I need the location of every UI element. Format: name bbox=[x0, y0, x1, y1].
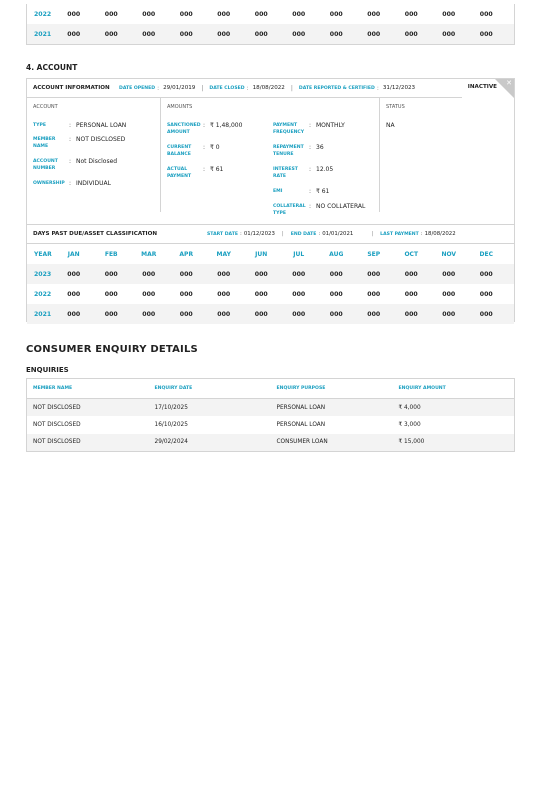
dpd-value-cell: 000 bbox=[292, 290, 306, 298]
dpd-value-cell: 000 bbox=[179, 30, 193, 38]
status-badge bbox=[462, 79, 514, 98]
ownership-label: OWNERSHIP bbox=[33, 181, 65, 186]
account-number-label: ACCOUNT NUMBER bbox=[33, 159, 58, 171]
month-header: DEC bbox=[479, 250, 493, 258]
month-header: JUN bbox=[255, 250, 268, 258]
dpd-value-cell: 000 bbox=[479, 310, 493, 318]
account-info-title: ACCOUNT INFORMATION bbox=[33, 85, 110, 91]
table-row bbox=[27, 24, 514, 44]
table-row bbox=[27, 4, 514, 24]
ownership-value: INDIVIDUAL bbox=[76, 180, 111, 187]
dpd-value-cell: 000 bbox=[442, 10, 456, 18]
ownership-field: OWNERSHIP : INDIVIDUAL bbox=[33, 180, 111, 187]
last-payment-value: 18/08/2022 bbox=[424, 231, 456, 237]
dpd-value-cell: 000 bbox=[404, 30, 418, 38]
dpd-value-cell: 000 bbox=[479, 270, 493, 278]
enquiry-amount-cell: ₹ 4,000 bbox=[393, 399, 515, 417]
status-column-title: STATUS bbox=[386, 104, 405, 110]
emi-field: EMI : ₹ 61 bbox=[273, 188, 330, 195]
dpd-value-cell: 000 bbox=[329, 270, 343, 278]
month-header: JUL bbox=[293, 250, 305, 258]
month-header: AUG bbox=[329, 250, 344, 258]
dpd-value-cell: 000 bbox=[479, 10, 493, 18]
date-opened-value: 29/01/2019 bbox=[163, 85, 196, 91]
dpd-value-cell: 000 bbox=[404, 10, 418, 18]
account-card bbox=[26, 78, 515, 322]
enquiry-title: CONSUMER ENQUIRY DETAILS bbox=[26, 344, 198, 355]
sanctioned-value: ₹ 1,48,000 bbox=[210, 122, 243, 129]
dpd-value-cell: 000 bbox=[367, 290, 381, 298]
dpd-value-cell: 000 bbox=[367, 310, 381, 318]
dpd-value-cell: 000 bbox=[254, 310, 268, 318]
member-name-cell: NOT DISCLOSED bbox=[27, 434, 149, 452]
enquiry-date-cell: 17/10/2025 bbox=[149, 399, 271, 417]
amounts-column bbox=[161, 98, 380, 216]
dpd-value-cell: 000 bbox=[142, 10, 156, 18]
dpd-value-cell: 000 bbox=[104, 10, 118, 18]
status-column bbox=[380, 98, 515, 212]
emi-label: EMI bbox=[273, 189, 283, 194]
enquiry-purpose-cell: CONSUMER LOAN bbox=[271, 434, 393, 452]
type-field: TYPE : PERSONAL LOAN bbox=[33, 122, 127, 129]
tenure-value: 36 bbox=[316, 144, 324, 151]
type-value: PERSONAL LOAN bbox=[76, 122, 127, 129]
dpd-value-cell: 000 bbox=[142, 270, 156, 278]
start-date-value: 01/12/2023 bbox=[243, 231, 275, 237]
dpd-value-cell: 000 bbox=[329, 310, 343, 318]
date-closed-label: DATE CLOSED bbox=[209, 85, 245, 91]
dpd-value-cell: 000 bbox=[67, 10, 81, 18]
sanctioned-label: SANCTIONED AMOUNT bbox=[167, 123, 201, 135]
enquiry-header-row bbox=[27, 379, 515, 399]
enquiry-date-cell: 16/10/2025 bbox=[154, 421, 188, 428]
dpd-value-cell: 000 bbox=[67, 30, 81, 38]
year-cell: 2022 bbox=[34, 290, 52, 298]
dpd-value-cell: 000 bbox=[254, 10, 268, 18]
collateral-field: COLLATERAL TYPE : NO COLLATERAL bbox=[273, 203, 366, 216]
dpd-value-cell: 000 bbox=[179, 310, 193, 318]
date-opened-label: DATE OPENED bbox=[119, 85, 156, 91]
dpd-value-cell: 000 bbox=[404, 310, 418, 318]
dpd-value-cell: 000 bbox=[104, 290, 118, 298]
frequency-field: PAYMENT FREQUENCY : MONTHLY bbox=[273, 122, 345, 135]
dpd-value-cell: 000 bbox=[442, 270, 456, 278]
month-header: NOV bbox=[441, 250, 457, 258]
top-dpd-table bbox=[26, 4, 515, 45]
dpd-value-cell: 000 bbox=[104, 270, 118, 278]
member-label: MEMBER NAME bbox=[33, 137, 56, 149]
dpd-value-cell: 000 bbox=[367, 270, 381, 278]
dpd-value-cell: 000 bbox=[67, 270, 81, 278]
month-header: APR bbox=[179, 250, 194, 258]
table-row bbox=[27, 304, 514, 324]
close-icon[interactable]: ✕ bbox=[506, 79, 512, 87]
status-value: NA bbox=[386, 122, 395, 129]
account-number-value: Not Disclosed bbox=[76, 158, 118, 165]
type-label: TYPE bbox=[33, 123, 46, 128]
tenure-label: REPAYMENT TENURE bbox=[273, 145, 304, 157]
enquiry-amount-header: ENQUIRY AMOUNT bbox=[393, 379, 515, 399]
dpd-value-cell: 000 bbox=[329, 290, 343, 298]
member-name-header: MEMBER NAME bbox=[27, 379, 149, 399]
dpd-value-cell: 000 bbox=[254, 30, 268, 38]
dpd-value-cell: 000 bbox=[329, 10, 343, 18]
actual-payment-label: ACTUAL PAYMENT bbox=[167, 167, 192, 179]
dpd-value-cell: 000 bbox=[292, 270, 306, 278]
current-balance-label: CURRENT BALANCE bbox=[167, 145, 192, 157]
dpd-header: DAYS PAST DUE/ASSET CLASSIFICATION START DATE : 01/12/2023 | END DATE : 01/01/2021 | LAST PAYMENT : 18/08/2022 bbox=[27, 224, 514, 244]
inactive-label: INACTIVE bbox=[467, 84, 497, 90]
dpd-value-cell: 000 bbox=[479, 290, 493, 298]
dpd-value-cell: 000 bbox=[479, 30, 493, 38]
year-cell: 2021 bbox=[34, 30, 52, 38]
collateral-value: NO COLLATERAL bbox=[316, 203, 366, 210]
enquiry-date-cell: 29/02/2024 bbox=[149, 434, 271, 452]
end-date-label: END DATE bbox=[290, 231, 317, 237]
account-column bbox=[27, 98, 161, 212]
dpd-grid bbox=[27, 244, 514, 324]
table-row bbox=[27, 399, 515, 417]
dpd-value-cell: 000 bbox=[217, 310, 231, 318]
month-header: MAY bbox=[216, 250, 231, 258]
month-header: MAR bbox=[141, 250, 157, 258]
dpd-value-cell: 000 bbox=[67, 310, 81, 318]
dpd-value-cell: 000 bbox=[292, 10, 306, 18]
dpd-value-cell: 000 bbox=[254, 290, 268, 298]
collateral-label: COLLATERAL TYPE bbox=[273, 204, 306, 216]
date-reported-label: DATE REPORTED & CERTIFIED bbox=[298, 85, 375, 91]
tenure-field: REPAYMENT TENURE : 36 bbox=[273, 144, 324, 157]
account-column-title: ACCOUNT bbox=[33, 104, 58, 110]
section-title: 4. ACCOUNT bbox=[26, 63, 78, 72]
dpd-value-cell: 000 bbox=[179, 290, 193, 298]
year-header: YEAR bbox=[34, 250, 52, 258]
dpd-value-cell: 000 bbox=[104, 310, 118, 318]
enquiry-table bbox=[26, 378, 515, 452]
table-row bbox=[27, 434, 515, 452]
member-name-cell: NOT DISCLOSED bbox=[27, 399, 149, 417]
frequency-label: PAYMENT FREQUENCY bbox=[273, 123, 305, 135]
enquiry-amount-cell: ₹ 15,000 bbox=[393, 434, 515, 452]
sanctioned-field: SANCTIONED AMOUNT : ₹ 1,48,000 bbox=[167, 122, 243, 135]
emi-value: ₹ 61 bbox=[316, 188, 330, 195]
current-balance-field: CURRENT BALANCE : ₹ 0 bbox=[167, 144, 220, 157]
account-number-field: ACCOUNT NUMBER : Not Disclosed bbox=[33, 158, 118, 171]
actual-payment-field: ACTUAL PAYMENT : ₹ 61 bbox=[167, 166, 224, 179]
year-cell: 2021 bbox=[34, 310, 52, 318]
month-header: OCT bbox=[404, 250, 419, 258]
month-header: SEP bbox=[367, 250, 381, 258]
actual-payment-value: ₹ 61 bbox=[210, 166, 224, 173]
dpd-value-cell: 000 bbox=[104, 30, 118, 38]
dpd-value-cell: 000 bbox=[442, 310, 456, 318]
end-date-value: 01/01/2021 bbox=[322, 231, 354, 237]
interest-rate-label: INTEREST RATE bbox=[273, 167, 298, 179]
year-cell: 2022 bbox=[34, 10, 52, 18]
dpd-value-cell: 000 bbox=[442, 290, 456, 298]
month-header: JAN bbox=[67, 250, 80, 258]
table-row bbox=[27, 416, 515, 434]
year-cell: 2023 bbox=[34, 270, 52, 278]
dpd-value-cell: 000 bbox=[217, 30, 231, 38]
account-info-header: ACCOUNT INFORMATION DATE OPENED : 29/01/2019 | DATE CLOSED : 18/08/2022 | DATE REPORTED & CERTIFIED : 31/12/2023 bbox=[27, 79, 514, 98]
table-row bbox=[27, 264, 514, 284]
dpd-title: DAYS PAST DUE/ASSET CLASSIFICATION bbox=[33, 231, 158, 237]
member-value: NOT DISCLOSED bbox=[76, 136, 126, 143]
date-reported-value: 31/12/2023 bbox=[382, 85, 416, 91]
dpd-value-cell: 000 bbox=[142, 310, 156, 318]
dpd-value-cell: 000 bbox=[329, 30, 343, 38]
dpd-value-cell: 000 bbox=[217, 290, 231, 298]
dpd-value-cell: 000 bbox=[367, 30, 381, 38]
start-date-label: START DATE bbox=[207, 231, 238, 237]
enquiry-subtitle: ENQUIRIES bbox=[26, 366, 69, 374]
dpd-value-cell: 000 bbox=[179, 10, 193, 18]
dpd-value-cell: 000 bbox=[442, 30, 456, 38]
dpd-value-cell: 000 bbox=[179, 270, 193, 278]
dpd-value-cell: 000 bbox=[404, 290, 418, 298]
enquiry-purpose-cell: PERSONAL LOAN bbox=[271, 399, 393, 417]
dpd-value-cell: 000 bbox=[292, 30, 306, 38]
member-name-cell: NOT DISCLOSED bbox=[33, 421, 81, 428]
dpd-value-cell: 000 bbox=[67, 290, 81, 298]
current-balance-value: ₹ 0 bbox=[210, 144, 220, 151]
table-row bbox=[27, 284, 514, 304]
dpd-value-cell: 000 bbox=[292, 310, 306, 318]
amounts-column-title: AMOUNTS bbox=[167, 104, 193, 110]
date-closed-value: 18/08/2022 bbox=[252, 85, 285, 91]
dpd-value-cell: 000 bbox=[142, 30, 156, 38]
enquiry-purpose-cell: PERSONAL LOAN bbox=[276, 421, 326, 428]
member-field: MEMBER NAME : NOT DISCLOSED bbox=[33, 136, 126, 149]
interest-rate-field: INTEREST RATE : 12.05 bbox=[273, 166, 334, 179]
interest-rate-value: 12.05 bbox=[316, 166, 334, 173]
month-header: FEB bbox=[104, 250, 118, 258]
dpd-value-cell: 000 bbox=[367, 10, 381, 18]
dpd-value-cell: 000 bbox=[142, 290, 156, 298]
enquiry-purpose-header: ENQUIRY PURPOSE bbox=[271, 379, 393, 399]
dpd-header-row bbox=[27, 244, 514, 264]
dpd-value-cell: 000 bbox=[217, 10, 231, 18]
dpd-value-cell: 000 bbox=[254, 270, 268, 278]
last-payment-label: LAST PAYMENT bbox=[380, 231, 419, 237]
dpd-value-cell: 000 bbox=[404, 270, 418, 278]
enquiry-amount-cell: ₹ 3,000 bbox=[398, 421, 421, 428]
frequency-value: MONTHLY bbox=[316, 122, 345, 129]
enquiry-date-header: ENQUIRY DATE bbox=[149, 379, 271, 399]
dpd-value-cell: 000 bbox=[217, 270, 231, 278]
